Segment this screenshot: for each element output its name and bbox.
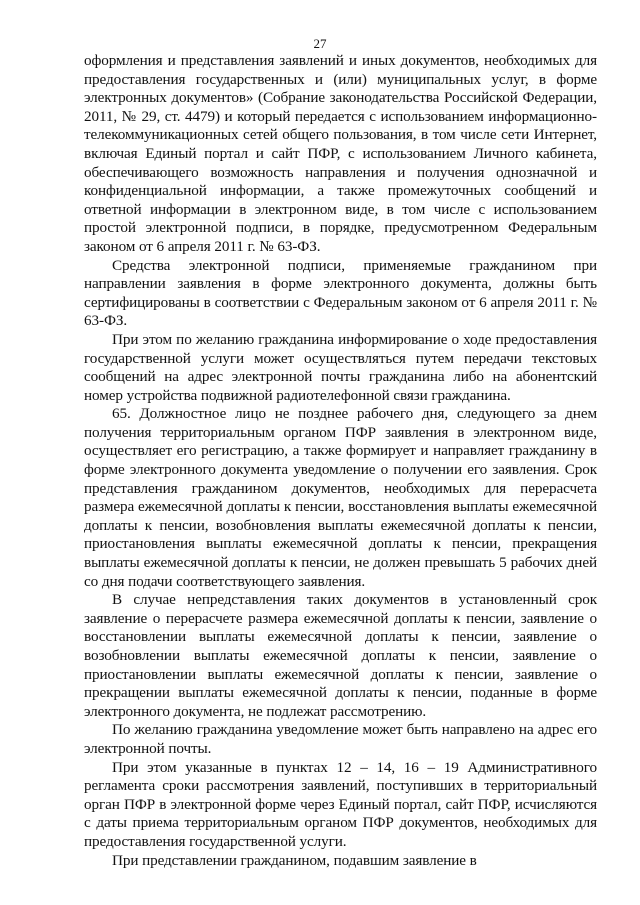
- paragraph-final-fragment: При представлении гражданином, подавшим заявление в: [112, 851, 477, 869]
- page-number: 27: [313, 36, 327, 51]
- paragraph-electronic-signature: Средства электронной подписи, применяемые гражданином при направлении заявления в форме электронного документа, должны быть сертифицированы в соответствии с Федеральным законом от 6 апреля 2011 г. № 63-ФЗ.: [84, 256, 597, 330]
- paragraph-email-notification: По желанию гражданина уведомление может быть направлено на адрес его электронной почты.: [84, 721, 597, 757]
- document-body: [84, 52, 597, 870]
- paragraph-continuation: оформления и представления заявлений и иных документов, необходимых для предоставления государственных и (или) муниципальных услуг, в форме электронных документов» (Собрание законодательства Российской Федерации, 2011, № 29, ст. 4479) и который передается с использованием информационно-телекоммуникационных сетей общего пользования, в том числе сети Интернет, включая Единый портал и сайт ПФР, с использованием Личного кабинета, обеспечивающего возможность направления и получения однозначной и конфиденциальной информации, а также промежуточных сообщений и ответной информации в электронном виде, в том числе с использованием простой электронной подписи, в порядке, предусмотренном Федеральным законом от 6 апреля 2011 г. № 63-ФЗ.: [84, 52, 597, 255]
- paragraph-clause-65: 65. Должностное лицо не позднее рабочего дня, следующего за днем получения территориальным органом ПФР заявления в электронном виде, осуществляет его регистрацию, а также формирует и направляет гражданину в форме электронного документа уведомление о получении его заявления. Срок представления гражданином документов, необходимых для перерасчета размера ежемесячной доплаты к пенсии, восстановления выплаты ежемесячной доплаты к пенсии, возобновления выплаты ежемесячной доплаты к пенсии, приостановления выплаты ежемесячной доплаты к пенсии, прекращения выплаты ежемесячной доплаты к пенсии, не должен превышать 5 рабочих дней со дня подачи соответствующего заявления.: [84, 405, 597, 590]
- paragraph-informing: При этом по желанию гражданина информирование о ходе предоставления государственной услуги может осуществляться путем передачи текстовых сообщений на адрес электронной почты гражданина либо на абонентский номер устройства подвижной радиотелефонной связи гражданина.: [84, 330, 597, 404]
- paragraph-non-submission: В случае непредставления таких документов в установленный срок заявление о перерасчете размера ежемесячной доплаты к пенсии, заявление о восстановлении выплаты ежемесячной доплаты к пенсии, заявление о возобновлении выплаты ежемесячной доплаты к пенсии, заявление о приостановлении выплаты ежемесячной доплаты к пенсии, заявление о прекращении выплаты ежемесячной доплаты к пенсии, поданные в форме электронного документа, не подлежат рассмотрению.: [84, 591, 597, 720]
- paragraph-review-terms: При этом указанные в пунктах 12 – 14, 16 – 19 Административного регламента сроки рассмотрения заявлений, поступивших в территориальный орган ПФР в электронной форме через Единый портал, сайт ПФР, исчисляются с даты приема территориальным органом ПФР документов, необходимых для предоставления государственной услуги.: [84, 758, 597, 850]
